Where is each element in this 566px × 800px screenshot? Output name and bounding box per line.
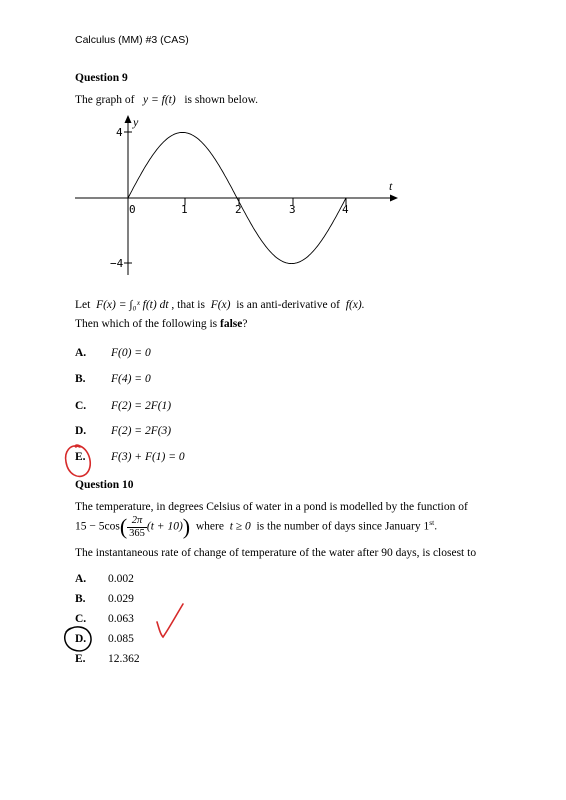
q10-fn-right: (t + 10)	[146, 520, 183, 533]
q10-option-e-label: E.	[75, 653, 86, 665]
x-tick-label-4: 4	[342, 203, 349, 216]
q10-option-b-label: B.	[75, 593, 86, 605]
q9-option-d-label: D.	[75, 425, 87, 437]
q9-option-e-label: E.	[75, 451, 86, 463]
q9-fx: f(x).	[345, 299, 365, 311]
q10-option-d-label: D.	[75, 633, 87, 645]
q10-option-c-label: C.	[75, 613, 87, 625]
q9-option-b-label: B.	[75, 373, 86, 385]
x-tick-label-2: 2	[235, 203, 242, 216]
q10-paren-open: (	[119, 514, 128, 539]
q10-line1: The temperature, in degrees Celsius of water in a pond is modelled by the function of	[75, 501, 468, 513]
q9-let: Let	[75, 299, 91, 311]
q9-Fx: F(x)	[210, 299, 231, 311]
q10-period: .	[434, 520, 438, 533]
q10-fraction-denominator: 365	[129, 527, 145, 539]
q9-title: Question 9	[75, 72, 128, 84]
q10-fn-tail: is the number of days since January 1	[256, 520, 430, 533]
check-mark	[157, 604, 183, 637]
q10-option-a-text: 0.002	[108, 573, 134, 585]
q9-option-c-label: C.	[75, 400, 87, 412]
q10-paren-close: )	[182, 514, 191, 539]
x-tick-label-3: 3	[289, 203, 296, 216]
q9-option-c-text: F(2) = 2F(1)	[111, 400, 172, 412]
q10-option-c-text: 0.063	[108, 613, 134, 625]
q9-intro-prefix: The graph of	[75, 94, 135, 106]
x-axis-label: t	[389, 179, 393, 193]
q9-option-a-label: A.	[75, 347, 87, 359]
q9-intro-expr: y = f(t)	[143, 94, 176, 106]
q10-title: Question 10	[75, 479, 134, 491]
y-axis-label: y	[133, 115, 139, 129]
q10-option-b-text: 0.029	[108, 593, 134, 605]
q9-which-text: Then which of the following is	[75, 318, 218, 330]
q9-that-is: , that is	[171, 299, 205, 311]
q10-fn-left: 15 − 5cos	[75, 520, 120, 533]
q10-line3: The instantaneous rate of change of temperature of the water after 90 days, is closest to	[75, 547, 477, 559]
q10-condition: t ≥ 0	[229, 520, 251, 533]
q10-option-e-text: 12.362	[108, 653, 140, 665]
q10-fraction-numerator: 2π	[127, 515, 147, 527]
q9-option-a-text: F(0) = 0	[111, 347, 151, 359]
q9-definition: F(x) = ∫₀ˣ f(t) dt	[96, 299, 169, 311]
q9-option-b-text: F(4) = 0	[111, 373, 151, 385]
y-tick-label-neg4: −4	[110, 257, 124, 270]
q10-where: where	[195, 520, 224, 533]
q9-antiderivative-text: is an anti-derivative of	[236, 299, 341, 311]
q9-false-word: false	[220, 318, 243, 330]
x-tick-label-1: 1	[181, 203, 188, 216]
y-tick-label-4: 4	[116, 126, 123, 139]
q9-question-mark: ?	[242, 318, 248, 330]
q10-superscript: st	[429, 517, 435, 527]
q10-option-d-text: 0.085	[108, 633, 134, 645]
q10-option-a-label: A.	[75, 573, 87, 585]
q9-intro-suffix: is shown below.	[184, 94, 259, 106]
x-tick-label-0: 0	[129, 203, 136, 216]
page-header: Calculus (MM) #3 (CAS)	[75, 34, 189, 46]
q9-option-d-text: F(2) = 2F(3)	[111, 425, 172, 437]
q9-option-e-text: F(3) + F(1) = 0	[111, 451, 185, 463]
answer-circle-mark-q10	[65, 627, 91, 651]
